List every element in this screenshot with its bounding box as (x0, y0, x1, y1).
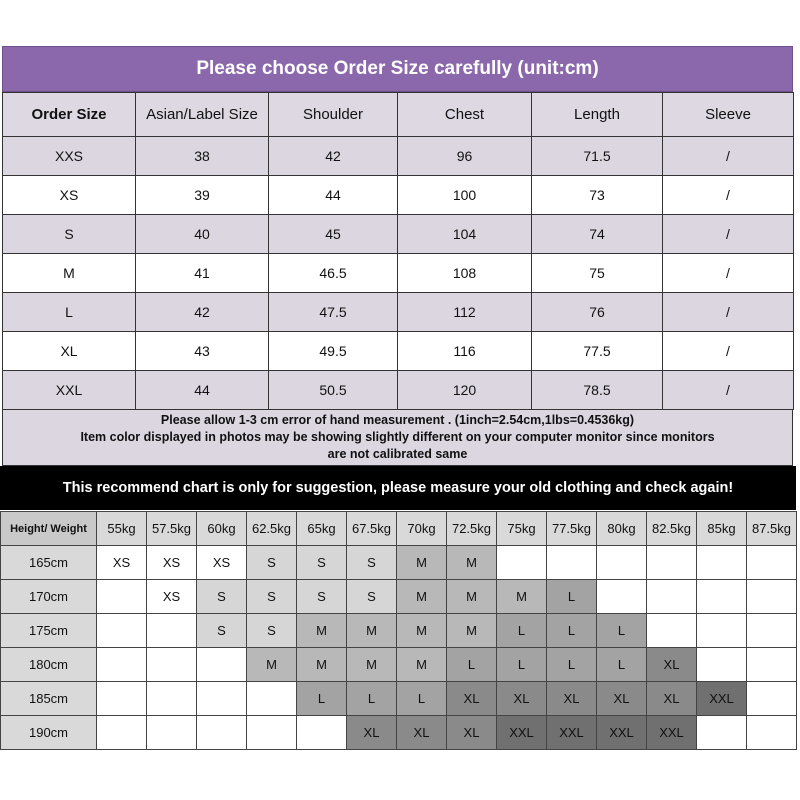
size-cell: XXL (597, 716, 647, 750)
size-cell (197, 716, 247, 750)
recommend-table (0, 511, 797, 750)
size-cell: XXL (647, 716, 697, 750)
size-cell: XS (197, 546, 247, 580)
size-chart-title: Please choose Order Size carefully (unit:cm) (2, 46, 793, 92)
size-cell: XS (147, 580, 197, 614)
size-cell (147, 648, 197, 682)
size-cell (747, 716, 797, 750)
size-cell (647, 580, 697, 614)
size-cell: M (347, 614, 397, 648)
size-cell: L (447, 648, 497, 682)
size-cell (147, 716, 197, 750)
size-cell (297, 716, 347, 750)
size-cell (697, 614, 747, 648)
weight-header-cell: 65kg (297, 512, 347, 546)
header-chest: Chest (398, 93, 532, 137)
size-cell (97, 614, 147, 648)
note-line: are not calibrated same (327, 447, 468, 461)
height-weight-corner: Height/ Weight (1, 512, 97, 546)
size-table (2, 92, 794, 410)
length-cell: 73 (532, 176, 663, 215)
size-cell: S (297, 580, 347, 614)
size-cell: XS (147, 546, 197, 580)
sleeve-cell: / (663, 176, 794, 215)
size-cell: L (547, 580, 597, 614)
weight-header-cell: 87.5kg (747, 512, 797, 546)
size-cell (197, 682, 247, 716)
label-size-cell: 38 (136, 137, 269, 176)
note-line: Please allow 1-3 cm error of hand measurement . (1inch=2.54cm,1lbs=0.4536kg) (160, 413, 635, 427)
size-cell (647, 546, 697, 580)
table-row (3, 293, 794, 332)
length-cell: 74 (532, 215, 663, 254)
size-cell: M (447, 614, 497, 648)
size-cell: M (347, 648, 397, 682)
shoulder-cell: 50.5 (269, 371, 398, 410)
size-cell: M (397, 648, 447, 682)
weight-header-cell: 75kg (497, 512, 547, 546)
size-cell: XXL (697, 682, 747, 716)
header-length: Length (532, 93, 663, 137)
weight-header-cell: 62.5kg (247, 512, 297, 546)
size-cell (547, 546, 597, 580)
size-cell (247, 682, 297, 716)
weight-header-cell: 72.5kg (447, 512, 497, 546)
table-row (3, 332, 794, 371)
size-cell: S (247, 546, 297, 580)
size-cell (597, 580, 647, 614)
shoulder-cell: 42 (269, 137, 398, 176)
size-cell: S (247, 614, 297, 648)
sleeve-cell: / (663, 254, 794, 293)
order-size-cell: XS (3, 176, 136, 215)
size-cell (697, 580, 747, 614)
size-cell (747, 580, 797, 614)
table-row (3, 215, 794, 254)
label-size-cell: 40 (136, 215, 269, 254)
weight-header-row (1, 512, 797, 546)
size-cell: M (397, 546, 447, 580)
size-cell (497, 546, 547, 580)
size-cell: L (297, 682, 347, 716)
size-cell: L (397, 682, 447, 716)
weight-header-cell: 80kg (597, 512, 647, 546)
label-size-cell: 43 (136, 332, 269, 371)
shoulder-cell: 45 (269, 215, 398, 254)
size-cell (747, 682, 797, 716)
size-cell (597, 546, 647, 580)
size-cell: M (247, 648, 297, 682)
weight-header-cell: 77.5kg (547, 512, 597, 546)
header-asian-label-size: Asian/Label Size (136, 93, 269, 137)
chest-cell: 104 (398, 215, 532, 254)
size-table-header (3, 93, 794, 137)
size-cell (97, 716, 147, 750)
size-cell: XL (347, 716, 397, 750)
size-cell: XL (497, 682, 547, 716)
size-cell: XXL (547, 716, 597, 750)
size-cell (147, 614, 197, 648)
size-cell: M (497, 580, 547, 614)
label-size-cell: 42 (136, 293, 269, 332)
sleeve-cell: / (663, 332, 794, 371)
size-cell: XS (97, 546, 147, 580)
size-cell (197, 648, 247, 682)
size-cell: L (497, 614, 547, 648)
order-size-cell: XL (3, 332, 136, 371)
size-cell: L (497, 648, 547, 682)
chest-cell: 120 (398, 371, 532, 410)
shoulder-cell: 46.5 (269, 254, 398, 293)
weight-header-cell: 60kg (197, 512, 247, 546)
size-cell: L (597, 614, 647, 648)
table-row (3, 254, 794, 293)
height-label: 185cm (1, 682, 97, 716)
size-cell (747, 614, 797, 648)
height-row (1, 682, 797, 716)
shoulder-cell: 47.5 (269, 293, 398, 332)
order-size-cell: XXL (3, 371, 136, 410)
order-size-cell: XXS (3, 137, 136, 176)
weight-header-cell: 85kg (697, 512, 747, 546)
height-label: 170cm (1, 580, 97, 614)
chest-cell: 116 (398, 332, 532, 371)
size-cell: L (547, 648, 597, 682)
order-size-cell: M (3, 254, 136, 293)
size-cell: XL (647, 682, 697, 716)
sleeve-cell: / (663, 371, 794, 410)
height-row (1, 580, 797, 614)
length-cell: 76 (532, 293, 663, 332)
sleeve-cell: / (663, 137, 794, 176)
weight-header-cell: 82.5kg (647, 512, 697, 546)
chest-cell: 108 (398, 254, 532, 293)
weight-header-cell: 67.5kg (347, 512, 397, 546)
header-sleeve: Sleeve (663, 93, 794, 137)
size-cell: XL (447, 716, 497, 750)
label-size-cell: 39 (136, 176, 269, 215)
size-cell: S (197, 614, 247, 648)
recommend-banner: This recommend chart is only for suggestion, please measure your old clothing and check again! (0, 466, 796, 510)
size-cell: M (447, 580, 497, 614)
length-cell: 75 (532, 254, 663, 293)
height-row (1, 716, 797, 750)
order-size-cell: L (3, 293, 136, 332)
note-line: Item color displayed in photos may be showing slightly different on your computer monitor since monitors (80, 430, 715, 444)
chest-cell: 112 (398, 293, 532, 332)
height-row (1, 614, 797, 648)
height-row (1, 648, 797, 682)
size-cell: L (347, 682, 397, 716)
size-cell: S (247, 580, 297, 614)
size-cell: M (397, 580, 447, 614)
weight-header-cell: 57.5kg (147, 512, 197, 546)
length-cell: 71.5 (532, 137, 663, 176)
size-cell (97, 648, 147, 682)
size-cell (747, 648, 797, 682)
size-cell (647, 614, 697, 648)
size-chart (2, 46, 793, 466)
table-row (3, 137, 794, 176)
chest-cell: 100 (398, 176, 532, 215)
sleeve-cell: / (663, 293, 794, 332)
weight-header-cell: 55kg (97, 512, 147, 546)
chest-cell: 96 (398, 137, 532, 176)
height-label: 190cm (1, 716, 97, 750)
size-cell: M (297, 614, 347, 648)
label-size-cell: 41 (136, 254, 269, 293)
size-cell (97, 580, 147, 614)
height-label: 180cm (1, 648, 97, 682)
size-cell (697, 716, 747, 750)
size-cell: XL (547, 682, 597, 716)
size-cell: M (297, 648, 347, 682)
size-cell: XXL (497, 716, 547, 750)
size-cell (697, 648, 747, 682)
height-row (1, 546, 797, 580)
size-cell (97, 682, 147, 716)
recommend-chart (0, 466, 796, 750)
size-cell: M (397, 614, 447, 648)
sleeve-cell: / (663, 215, 794, 254)
shoulder-cell: 49.5 (269, 332, 398, 371)
size-cell: S (297, 546, 347, 580)
height-label: 165cm (1, 546, 97, 580)
length-cell: 78.5 (532, 371, 663, 410)
size-cell (747, 546, 797, 580)
table-row (3, 176, 794, 215)
weight-header-cell: 70kg (397, 512, 447, 546)
order-size-cell: S (3, 215, 136, 254)
size-cell: M (447, 546, 497, 580)
size-cell: XL (447, 682, 497, 716)
size-cell: L (597, 648, 647, 682)
size-cell (697, 546, 747, 580)
size-cell: S (347, 546, 397, 580)
label-size-cell: 44 (136, 371, 269, 410)
shoulder-cell: 44 (269, 176, 398, 215)
size-cell: XL (647, 648, 697, 682)
header-shoulder: Shoulder (269, 93, 398, 137)
size-cell: L (547, 614, 597, 648)
size-cell: S (197, 580, 247, 614)
size-cell: XL (397, 716, 447, 750)
size-cell (147, 682, 197, 716)
size-cell (247, 716, 297, 750)
length-cell: 77.5 (532, 332, 663, 371)
height-label: 175cm (1, 614, 97, 648)
size-cell: S (347, 580, 397, 614)
table-row (3, 371, 794, 410)
size-cell: XL (597, 682, 647, 716)
measurement-notes (2, 410, 793, 466)
header-order-size: Order Size (3, 93, 136, 137)
